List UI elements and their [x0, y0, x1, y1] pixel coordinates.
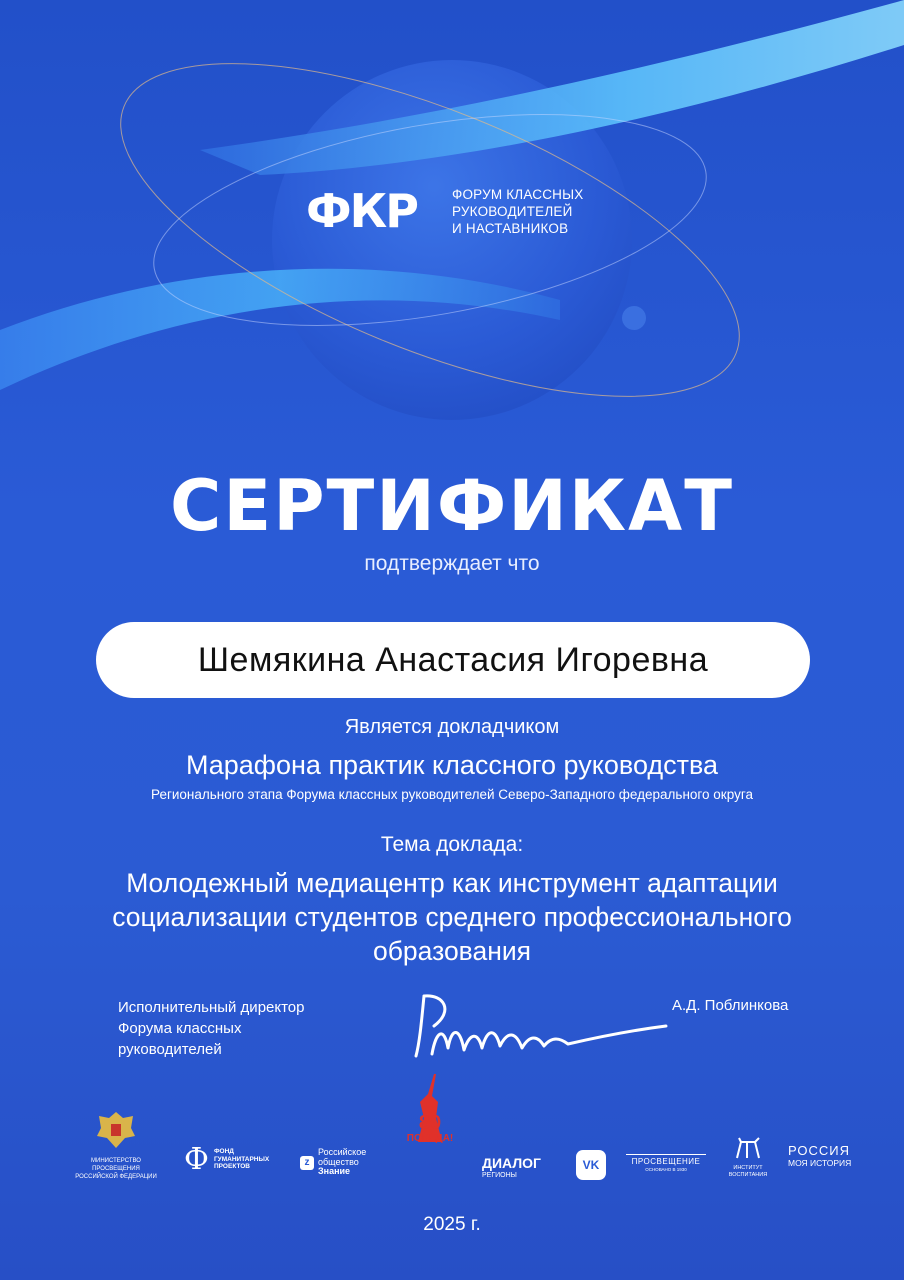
pobeda-logo	[404, 1072, 456, 1145]
certificate-subtitle: подтверждает что	[364, 552, 540, 575]
institut-label: ИНСТИТУТ	[733, 1165, 763, 1171]
forum-logo	[306, 186, 606, 246]
ministry-label: МИНИСТЕРСТВО ПРОСВЕЩЕНИЯ	[91, 1158, 141, 1172]
znanie-icon: z	[300, 1156, 314, 1170]
znanie-label: общество	[318, 1156, 359, 1167]
phi-icon: Ф	[184, 1142, 209, 1177]
institut-icon	[733, 1136, 763, 1160]
rossiya-label: РОССИЯ	[788, 1143, 851, 1158]
topic-label: Тема доклада:	[380, 833, 524, 856]
certificate-title: СЕРТИФИКАТ	[170, 465, 734, 547]
signatory-title-line: Форума классных	[118, 1020, 242, 1037]
institut-label: ВОСПИТАНИЯ	[728, 1172, 768, 1178]
fgp-label: ГУМАНИТАРНЫХ	[214, 1155, 270, 1163]
report-topic	[60, 866, 844, 968]
dialog-logo	[482, 1156, 552, 1180]
znanie-label: Знание	[318, 1166, 351, 1176]
znanie-label: Российское	[318, 1147, 367, 1157]
handwritten-signature	[404, 986, 674, 1068]
pobeda-label: ПОБЕДА!	[406, 1133, 454, 1144]
coat-of-arms-icon	[93, 1108, 139, 1152]
topic-line: социализации студентов среднего профессионального	[112, 902, 792, 932]
dialog-label: ДИАЛОГ	[482, 1155, 541, 1171]
logo-text-line: РУКОВОДИТЕЛЕЙ	[452, 204, 573, 219]
signatory-title	[118, 997, 305, 1060]
prosveshchenie-sublabel: ОСНОВАНО В 1930	[645, 1167, 687, 1172]
signatory-title-line: руководителей	[118, 1041, 222, 1058]
fgp-logo	[184, 1142, 274, 1177]
fgp-label: ПРОЕКТОВ	[214, 1163, 251, 1170]
signatory-name: А.Д. Поблинкова	[672, 997, 789, 1014]
partner-logos	[70, 1108, 860, 1188]
recipient-name: Шемякина Анастасия Игоревна	[96, 622, 810, 698]
rossiya-logo	[788, 1144, 854, 1168]
vk-icon: VK	[576, 1150, 606, 1180]
rossiya-sublabel: МОЯ ИСТОРИЯ	[788, 1158, 852, 1168]
logo-text-line: ФОРУМ КЛАССНЫХ	[452, 187, 584, 202]
event-name: Марафона практик классного руководства	[185, 750, 719, 780]
recipient-role: Является докладчиком	[344, 716, 560, 738]
signatory-title-line: Исполнительный директор	[118, 999, 305, 1016]
logo-text-line: И НАСТАВНИКОВ	[452, 221, 569, 236]
fgp-label: ФОНД	[214, 1148, 234, 1155]
znanie-logo	[300, 1148, 390, 1177]
topic-line: Молодежный медиацентр как инструмент адаптации	[126, 868, 778, 898]
logo-text	[452, 186, 583, 237]
certificate-year: 2025 г.	[423, 1214, 481, 1235]
prosveshchenie-logo	[626, 1154, 706, 1173]
event-subtitle: Регионального этапа Форума классных руководителей Северо-Западного федерального округа	[151, 787, 753, 802]
institut-logo	[722, 1136, 774, 1179]
topic-line: образования	[373, 936, 531, 966]
ministry-label: РОССИЙСКОЙ ФЕДЕРАЦИИ	[75, 1174, 157, 1180]
ministry-logo	[70, 1108, 162, 1181]
pobeda-number: 80	[418, 1112, 442, 1134]
small-moon-shape	[622, 306, 646, 330]
prosveshchenie-label: ПРОСВЕЩЕНИЕ	[626, 1154, 706, 1167]
logo-mark: ФКР	[306, 184, 417, 238]
dialog-sublabel: РЕГИОНЫ	[482, 1172, 517, 1179]
